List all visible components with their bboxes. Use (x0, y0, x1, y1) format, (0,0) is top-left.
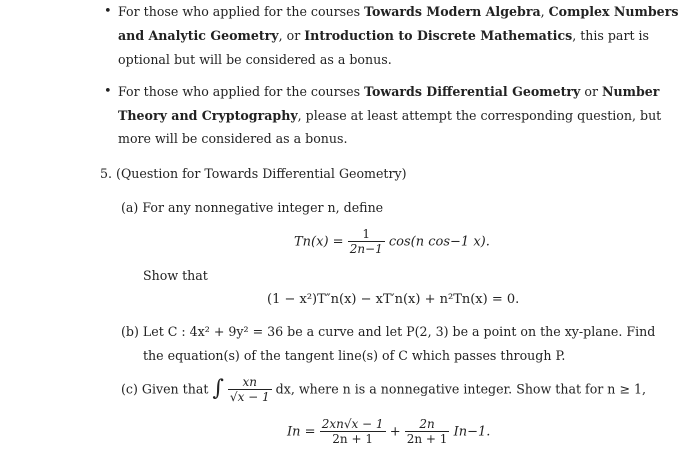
part-b-line1 (121, 324, 655, 340)
part-c-intro (121, 376, 646, 404)
fraction-denominator: √x − 1 (229, 390, 270, 404)
fraction-denominator: 2n−1 (349, 242, 383, 256)
part-label: (c) (121, 381, 138, 397)
fraction (348, 228, 385, 256)
bullet-dot: • (104, 4, 112, 19)
bullet1-text: For those who applied for the courses (118, 4, 365, 19)
integral-sign: ∫ (212, 376, 224, 401)
equation-reduction-formula (287, 418, 490, 446)
question-number: 5. (100, 166, 113, 181)
bullet-dot: • (104, 84, 112, 99)
equation-chebyshev-ode: (1 − x²)T″n(x) − xT′n(x) + n²Tn(x) = 0. (267, 292, 520, 307)
course-name: and Analytic Geometry (118, 28, 279, 43)
eq-rhs: cos(n cos−1 x). (388, 234, 490, 250)
plus-sign: + (389, 424, 401, 440)
bullet2-line2 (118, 108, 661, 124)
show-that-label: Show that (143, 268, 208, 283)
fraction-denominator: 2n + 1 (320, 431, 386, 446)
question-title: (Question for Towards Differential Geometry) (116, 166, 407, 181)
course-name: Complex Numbers (548, 4, 679, 19)
fraction-numerator: 2n (419, 417, 435, 431)
course-name: Towards Differential Geometry (364, 84, 581, 99)
integrand-fraction (228, 376, 272, 404)
bullet2-text: , please at least attempt the corresponding question, but (297, 108, 662, 123)
part-a-intro (121, 200, 383, 216)
bullet1-line3: optional but will be considered as a bonus. (118, 52, 392, 67)
bullet2-line1 (118, 84, 659, 100)
separator: , (540, 4, 549, 19)
eq-tail: In−1. (453, 424, 491, 440)
course-name: Towards Modern Algebra (364, 4, 541, 19)
fraction (405, 418, 450, 446)
eq-lhs: In = (287, 424, 316, 440)
bullet2-line3: more will be considered as a bonus. (118, 131, 348, 146)
fraction-numerator: 1 (362, 227, 371, 241)
part-b-line2: the equation(s) of the tangent line(s) of C which passes through P. (143, 348, 566, 363)
bullet2-text: For those who applied for the courses (118, 84, 365, 99)
bullet1-line1 (118, 4, 678, 20)
course-name: Introduction to Discrete Mathematics (304, 28, 573, 43)
part-c-text: dx, where n is a nonnegative integer. Show that for n ≥ 1, (275, 381, 646, 397)
part-b-text: Let C : 4x² + 9y² = 36 be a curve and let P(2, 3) be a point on the xy-plane. Find (142, 324, 656, 339)
course-name: Theory and Cryptography (118, 108, 298, 123)
part-a-text: For any nonnegative integer n, define (142, 200, 384, 215)
fraction (320, 418, 386, 446)
course-name: Number (601, 84, 660, 99)
fraction-numerator: xn (242, 375, 258, 389)
separator: or (580, 84, 602, 99)
fraction-denominator: 2n + 1 (406, 432, 448, 446)
part-c-given: Given that (141, 381, 209, 397)
eq-lhs: Tn(x) = (294, 234, 344, 250)
separator: , or (278, 28, 305, 43)
bullet1-line2 (118, 28, 649, 44)
part-label: (a) (121, 200, 139, 215)
fraction-numerator: 2xn√x − 1 (321, 417, 384, 431)
bullet1-text: , this part is (572, 28, 650, 43)
equation-tn-definition (294, 228, 490, 256)
part-label: (b) (121, 324, 139, 339)
question-heading (100, 166, 407, 182)
